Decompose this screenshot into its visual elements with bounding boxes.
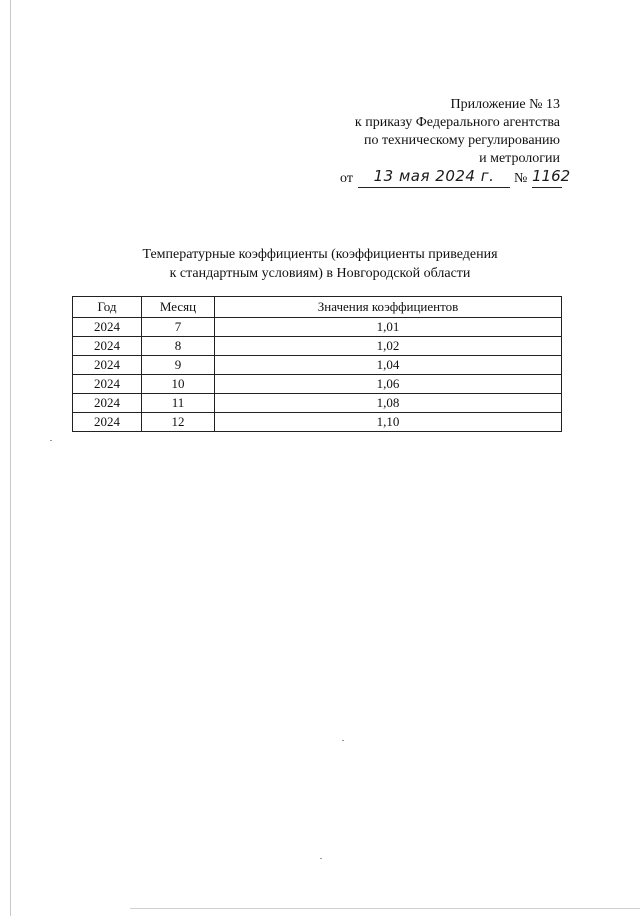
- title-line-1: Температурные коэффициенты (коэффициенты приведения: [142, 247, 498, 262]
- cell-coefficient: 1,04: [215, 356, 562, 375]
- cell-year: 2024: [73, 337, 142, 356]
- coefficients-table: [72, 296, 562, 432]
- table-row: [73, 356, 562, 375]
- cell-year: 2024: [73, 318, 142, 337]
- table-row: [73, 318, 562, 337]
- cell-coefficient: 1,08: [215, 394, 562, 413]
- header-year: Год: [73, 297, 142, 318]
- document-title: [0, 245, 640, 283]
- order-from-prefix: от: [340, 171, 353, 186]
- cell-coefficient: 1,10: [215, 413, 562, 432]
- cell-coefficient: 1,01: [215, 318, 562, 337]
- cell-year: 2024: [73, 356, 142, 375]
- cell-year: 2024: [73, 413, 142, 432]
- cell-month: 11: [142, 394, 215, 413]
- order-number-sign: №: [514, 171, 528, 186]
- cell-year: 2024: [73, 375, 142, 394]
- cell-month: 8: [142, 337, 215, 356]
- scan-speck: [320, 858, 322, 859]
- order-date-line: [340, 167, 571, 190]
- order-date-handwritten: 13 мая 2024 г.: [358, 167, 510, 188]
- cell-coefficient: 1,02: [215, 337, 562, 356]
- table-row: [73, 337, 562, 356]
- appendix-agency-line: по техническому регулированию: [363, 133, 560, 148]
- page-edge-left: [10, 0, 11, 916]
- scan-speck: [50, 440, 52, 441]
- cell-month: 9: [142, 356, 215, 375]
- appendix-order-ref: к приказу Федерального агентства: [354, 115, 560, 130]
- cell-month: 10: [142, 375, 215, 394]
- cell-year: 2024: [73, 394, 142, 413]
- appendix-header: [355, 96, 560, 168]
- header-coefficient: Значения коэффициентов: [215, 297, 562, 318]
- table-row: [73, 394, 562, 413]
- table-row: [73, 375, 562, 394]
- order-number-handwritten: 1162: [532, 167, 562, 188]
- appendix-agency-line-end: и метрологии: [479, 151, 560, 166]
- page-edge-bottom: [130, 908, 640, 909]
- table-row: [73, 413, 562, 432]
- appendix-number: Приложение № 13: [450, 97, 560, 112]
- cell-month: 7: [142, 318, 215, 337]
- cell-month: 12: [142, 413, 215, 432]
- cell-coefficient: 1,06: [215, 375, 562, 394]
- header-month: Месяц: [142, 297, 215, 318]
- table-header-row: [73, 297, 562, 318]
- title-line-2: к стандартным условиям) в Новгородской области: [169, 266, 471, 281]
- scan-speck: [342, 740, 344, 741]
